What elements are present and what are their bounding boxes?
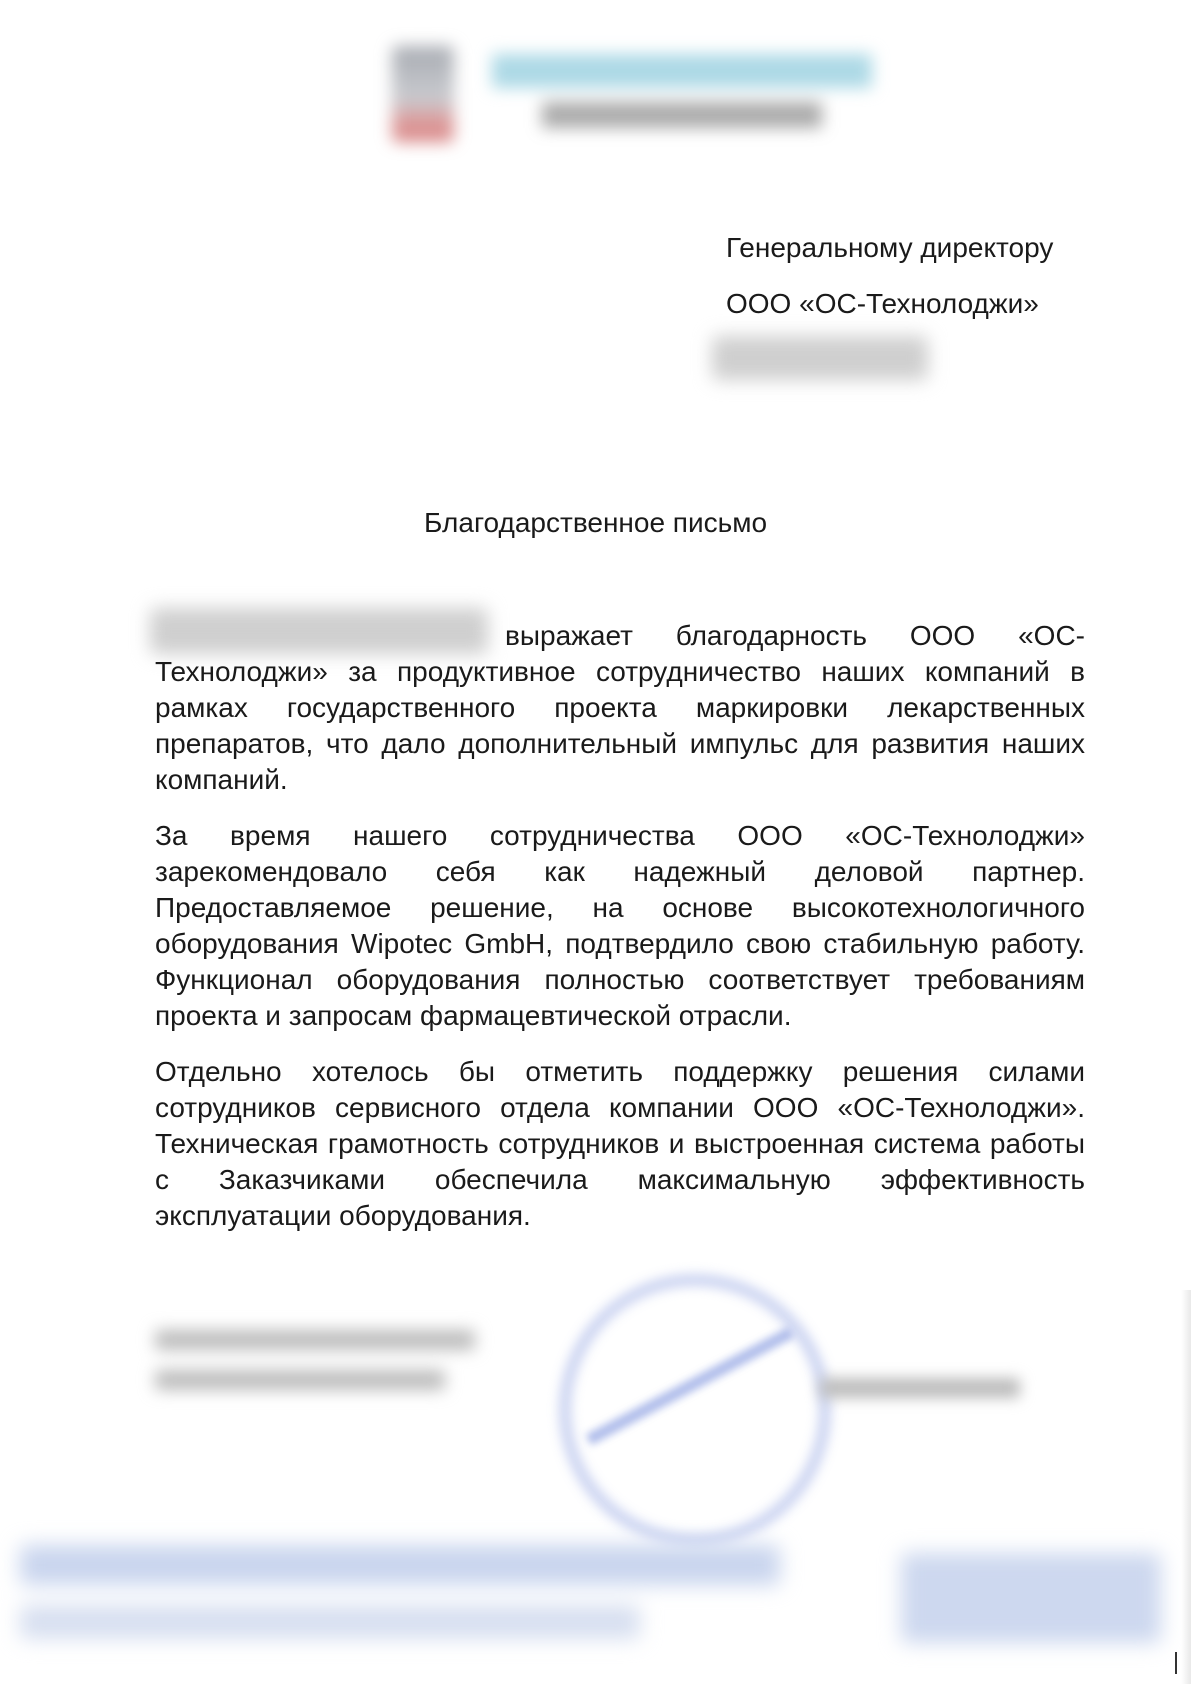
page-edge-mark [1175,1652,1177,1674]
paragraph-1-first: выражает благодарность ООО «ОС- [505,620,1085,651]
paragraph-1 [155,618,1085,798]
footer-redacted [20,1545,1161,1665]
letter-body [155,618,1085,1234]
paragraph-3: Отдельно хотелось бы отметить поддержку решения силами сотрудников сервисного отдела компании ООО «ОС-Технолоджи». Техническая грамотность сотрудников и выстроенная система работы с Заказчиками обеспечила максимальную эффективность эксплуатации оборудования. [155,1056,1085,1231]
company-subtitle-redacted [542,102,822,128]
signatory-name-redacted [820,1378,1020,1398]
signatory-redacted [155,1330,475,1410]
stamp-seal [560,1275,830,1545]
document-title: Благодарственное письмо [423,507,768,538]
company-name-redacted [492,54,872,88]
emblem-logo [392,46,454,142]
paragraph-2: За время нашего сотрудничества ООО «ОС-Технолоджи» зарекомендовало себя как надежный деловой партнер. Предоставляемое решение, на основе высокотехнологичного оборудования Wipotec GmbH, подтвердило свою стабильную работу. Функционал оборудования полностью соответствует требованиям проекта и запросам фармацевтической отрасли. [155,820,1085,1031]
paragraph-1-rest: Технолоджи» за продуктивное сотрудничество наших компаний в рамках государственного проекта маркировки лекарственных препаратов, что дало дополнительный импульс для развития наших компаний. [155,656,1085,795]
addressee-line-1: Генеральному директору [726,232,1054,263]
addressee-line-2: ООО «ОС-Технолоджи» [726,288,1039,319]
addressee-name-redacted [712,336,928,380]
letterhead-redacted [392,40,872,150]
page-edge-shadow [1181,1290,1191,1684]
